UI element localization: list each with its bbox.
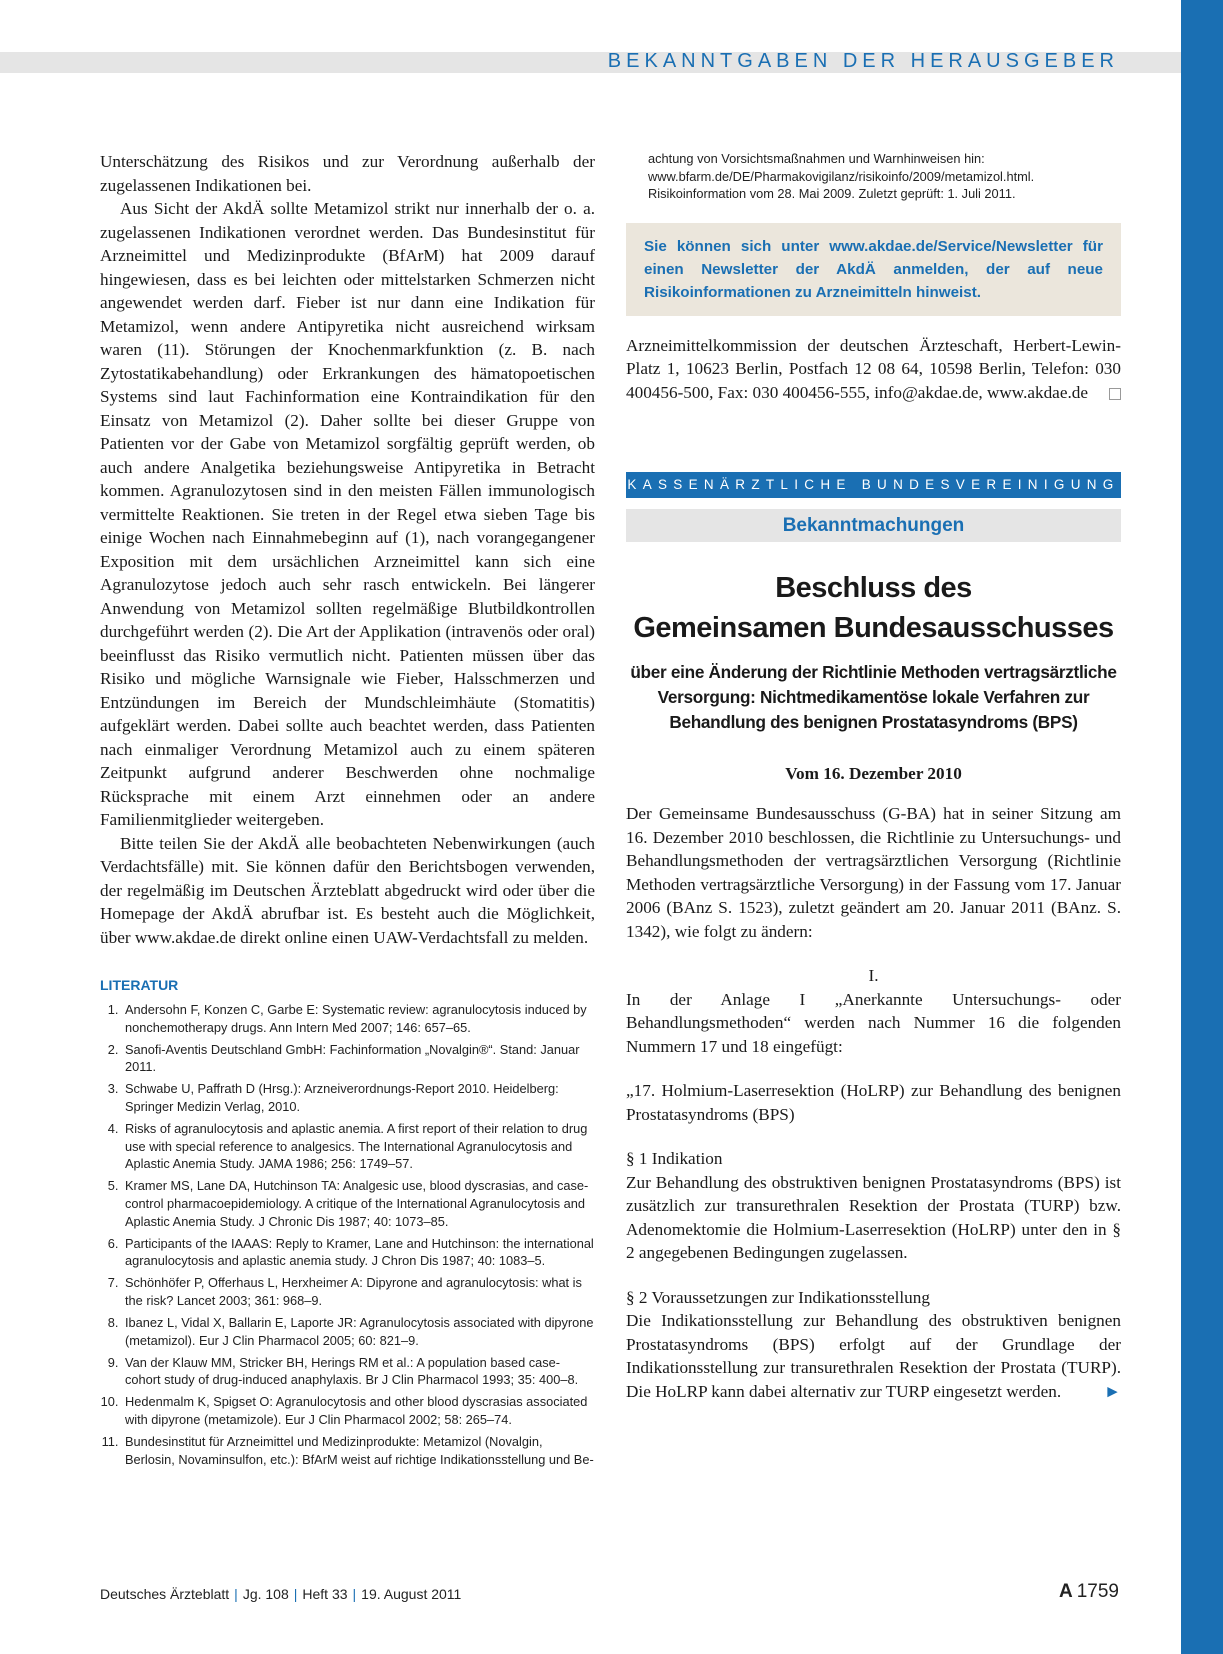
section-2-text xyxy=(626,1309,1121,1403)
divider: | xyxy=(234,1586,238,1602)
literature-item: 3. Schwabe U, Paffrath D (Hrsg.): Arzneiverordnungs-Report 2010. Heidelberg: Springer Medizin Verlag, 2010. xyxy=(122,1080,595,1115)
literature-heading: LITERATUR xyxy=(100,977,179,993)
left-column xyxy=(100,150,595,1473)
journal-name: Deutsches Ärzteblatt xyxy=(100,1586,230,1602)
reference-continuation: achtung von Vorsichtsmaßnahmen und Warnhinweisen hin: www.bfarm.de/DE/Pharmakovigilanz/risikoinfo/2009/metamizol.html. Risikoinformation vom 28. Mai 2009. Zuletzt geprüft: 1. Juli 2011. xyxy=(648,151,1035,202)
roman-numeral: I. xyxy=(868,966,879,986)
newsletter-box: Sie können sich unter www.akdae.de/Service/Newsletter für einen Newsletter der AkdÄ anmelden, der auf neue Risikoinformationen zu Arzneimitteln hinweist. xyxy=(626,223,1121,316)
akdae-address xyxy=(626,334,1121,405)
literature-item: 7. Schönhöfer P, Offerhaus L, Herxheimer A: Dipyrone and agranulocytosis: what is the risk? Lancet 2003; 361: 968–9. xyxy=(122,1274,595,1309)
paragraph: Aus Sicht der AkdÄ sollte Metamizol strikt nur innerhalb der o. a. zugelassenen Indikationen verordnet werden. Das Bundesinstitut für Arzneimittel und Medizinprodukte (BfArM) hat 2009 darauf hingewiesen, dass es bei leichten oder mittelstarken Schmerzen nicht angewendet werden darf. Fieber ist nur dann eine Indikation für Metamizol, wenn andere Antipyretika nicht ausreichend wirksam waren (11). Störungen der Knochenmarkfunktion (z. B. nach Zytostatikabehandlung) oder Erkrankungen des hämatopoetischen Systems sind laut Fachinformation eine Kontraindikation für den Einsatz von Metamizol (2). Daher sollte bei dieser Gruppe von Patienten vor der Gabe von Metamizol sorgfältig geprüft werden, ob auch andere Analgetika beziehungsweise Antipyretika in Betracht kommen. Agranulozytosen sind in den meisten Fällen immunologisch vermittelte Reaktionen. Sie treten in der Regel etwa sieben Tage bis einige Wochen nach Einnahmebeginn auf (1), nach vorangegangener Exposition mit dem ursächlichen Arzneimittel kann sich eine Agranulozytose jedoch auch sehr rasch entwickeln. Bei längerer Anwendung von Metamizol sollten regelmäßige Blutbildkontrollen durchgeführt werden (2). Die Art der Applikation (intravenös oder oral) beeinflusst das Risiko vermutlich nicht. Patienten müssen über das Risiko und mögliche Warnsignale wie Fieber, Halsschmerzen und Entzündungen im Bereich der Mundschleimhäute (Stomatitis) aufgeklärt werden. Dabei sollte auch beachtet werden, dass Patienten nach einmaliger Verordnung Metamizol auch zu einem späteren Zeitpunkt aufgrund anderer Beschwerden ohne nochmalige Rücksprache mit einem Arzt einnehmen oder an andere Familienmitglieder weitergeben. xyxy=(100,199,595,829)
section-2-title: § 2 Voraussetzungen zur Indikationsstellung xyxy=(626,1287,930,1307)
literature-item: 8. Ibanez L, Vidal X, Ballarin E, Laporte JR: Agranulocytosis associated with dipyrone (metamizol). Eur J Clin Pharmacol 2005; 60: 821–9. xyxy=(122,1314,595,1349)
bekanntmachungen-band: Bekanntmachungen xyxy=(626,509,1121,542)
end-mark-icon xyxy=(1109,388,1121,400)
resolution-date: Vom 16. Dezember 2010 xyxy=(785,764,962,784)
main-title xyxy=(626,568,1121,648)
divider: | xyxy=(352,1586,357,1602)
section-1-title: § 1 Indikation xyxy=(626,1149,723,1169)
literature-list xyxy=(100,1001,595,1468)
paragraph: Bitte teilen Sie der AkdÄ alle beobachteten Nebenwirkungen (auch Verdachtsfälle) mit. Sie können dafür den Berichtsbogen verwenden, der regelmäßig im Deutschen Ärzteblatt abgedruckt wird oder über die Homepage der AkdÄ abrufbar ist. Es besteht auch die Möglichkeit, über www.akdae.de direkt online einen UAW-Verdachtsfall zu melden. xyxy=(100,833,595,947)
page-number-value: 1759 xyxy=(1076,1581,1119,1602)
literature-item: 1. Andersohn F, Konzen C, Garbe E: Systematic review: agranulocytosis induced by nonchemotherapy drugs. Ann Intern Med 2007; 146: 657–65. xyxy=(122,1001,595,1036)
page-prefix: A xyxy=(1058,1581,1073,1602)
intro-paragraph: Der Gemeinsame Bundesausschuss (G-BA) hat in seiner Sitzung am 16. Dezember 2010 beschlossen, die Richtlinie zu Untersuchungs- und Behandlungsmethoden der vertragsärztlichen Versorgung (Richtlinie Methoden vertragsärztliche Versorgung) in der Fassung vom 17. Januar 2006 (BAnz S. 1523), zuletzt geändert am 20. Januar 2011 (BAnz. S. 1342), wie folgt zu ändern: xyxy=(626,804,1121,941)
subtitle: über eine Änderung der Richtlinie Methoden vertragsärztliche Versorgung: Nichtmedikamentöse lokale Verfahren zur Behandlung des benignen Prostatasyndroms (BPS) xyxy=(630,662,1117,733)
left-body xyxy=(100,150,595,949)
literature-item: 4. Risks of agranulocytosis and aplastic anemia. A first report of their relation to drug use with special reference to analgesics. The International Agranulocytosis and Aplastic Anemia Study. JAMA 1986; 256: 1749–57. xyxy=(122,1120,595,1173)
issue-date: 19. August 2011 xyxy=(361,1586,462,1602)
right-column xyxy=(626,150,1121,1403)
literature-item: 6. Participants of the IAAAS: Reply to Kramer, Lane and Hutchinson: the international agranulocytosis and aplastic anemia study. J Chron Dis 1987; 40: 1083–5. xyxy=(122,1235,595,1270)
section-1-text: Zur Behandlung des obstruktiven benignen Prostatasyndroms (BPS) ist zusätzlich zur transurethralen Resektion der Prostata (TURP) bzw. Adenomektomie die Holmium-Laserresektion (HoLRP) unter den in § 2 angegebenen Bedingungen zugelassen. xyxy=(626,1172,1121,1263)
literature-item: 2. Sanofi-Aventis Deutschland GmbH: Fachinformation „Novalgin®“. Stand: Januar 2011. xyxy=(122,1041,595,1076)
anlage-paragraph: In der Anlage I „Anerkannte Untersuchungs- oder Behandlungsmethoden“ werden nach Nummer 16 die folgenden Nummern 17 und 18 eingefügt: xyxy=(626,989,1121,1056)
literature-item: 9. Van der Klauw MM, Stricker BH, Herings RM et al.: A population based case-cohort study of drug-induced anaphylaxis. Br J Clin Pharmacol 1993; 35: 400–8. xyxy=(122,1354,595,1389)
footer xyxy=(100,1586,461,1602)
paragraph: Unterschätzung des Risikos und zur Verordnung außerhalb der zugelassenen Indikationen bei. xyxy=(100,152,595,195)
continue-arrow-icon: ► xyxy=(1103,1381,1121,1401)
literature-item: 10. Hedenmalm K, Spigset O: Agranulocytosis and other blood dyscrasias associated with dipyrone (metamizole). Eur J Clin Pharmacol 2002; 58: 265–74. xyxy=(122,1393,595,1428)
title-line: Beschluss des xyxy=(775,572,972,605)
issue: Heft 33 xyxy=(302,1586,348,1602)
item-17: „17. Holmium-Laserresektion (HoLRP) zur Behandlung des benignen Prostatasyndroms (BPS) xyxy=(626,1081,1121,1124)
volume: Jg. 108 xyxy=(242,1586,289,1602)
literature-item: 5. Kramer MS, Lane DA, Hutchinson TA: Analgesic use, blood dyscrasias, and case-control pharmacoepidemiology. A critique of the International Agranulocytosis and Aplastic Anemia Study. J Chronic Dis 1987; 40: 1073–85. xyxy=(122,1177,595,1230)
literature-item: 11. Bundesinstitut für Arzneimittel und Medizinprodukte: Metamizol (Novalgin, Berlosin, Novaminsulfon, etc.): BfArM weist auf richtige Indikationsstellung und Be- xyxy=(122,1433,595,1468)
divider: | xyxy=(293,1586,298,1602)
right-edge-bar xyxy=(1181,0,1223,1654)
section-2-body: Die Indikationsstellung zur Behandlung des obstruktiven benignen Prostatasyndroms (BPS) erfolgt auf der Grundlage der Indikationsstellung zur transurethralen Resektion der Prostata (TURP). Die HoLRP kann dabei alternativ zur TURP eingesetzt werden. xyxy=(626,1311,1121,1401)
title-line: Gemeinsamen Bundesausschusses xyxy=(633,612,1114,645)
page-number xyxy=(1059,1581,1119,1603)
kbv-bar: KASSENÄRZTLICHE BUNDESVEREINIGUNG xyxy=(626,472,1121,498)
section-title: BEKANNTGABEN DER HERAUSGEBER xyxy=(607,50,1119,72)
akdae-address-text: Arzneimittelkommission der deutschen Ärzteschaft, Herbert-Lewin-Platz 1, 10623 Berlin, Postfach 12 08 64, 10598 Berlin, Telefon: 030 400456-500, Fax: 030 400456-555, info@akdae.de, www.akdae.de xyxy=(626,335,1121,402)
right-body xyxy=(626,802,1121,1403)
